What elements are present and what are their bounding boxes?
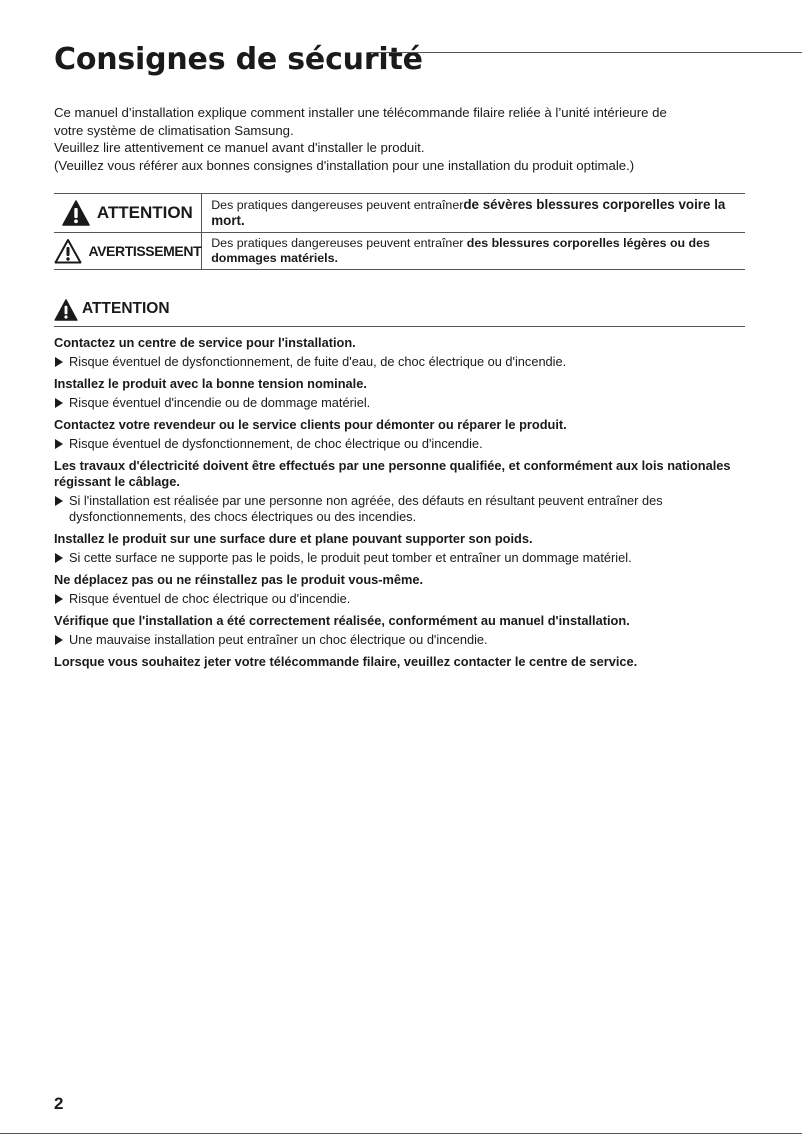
section-heading-attention <box>54 297 745 327</box>
rule-detail: Risque éventuel de choc électrique ou d'incendie. <box>54 591 754 607</box>
section-title: ATTENTION <box>82 300 170 317</box>
hazard-legend-table <box>54 193 745 270</box>
list-item <box>54 458 754 525</box>
legend-row-avertissement <box>54 233 745 270</box>
rule-detail: Une mauvaise installation peut entraîner un choc électrique ou d'incendie. <box>54 632 754 648</box>
safety-rules-list <box>54 335 754 670</box>
signal-word-label: ATTENTION <box>96 203 193 222</box>
legend-bold-text: des blessures corporelles légères ou des dommages matériels. <box>211 236 710 265</box>
bullet-triangle-icon <box>55 635 63 645</box>
bullet-triangle-icon <box>55 439 63 449</box>
intro-line: Ce manuel d’installation explique comment installer une télécommande filaire reliée à l’unité intérieure de <box>54 105 667 120</box>
list-item <box>54 613 754 648</box>
intro-paragraph <box>54 104 754 174</box>
rule-title: Contactez votre revendeur ou le service clients pour démonter ou réparer le produit. <box>54 417 567 432</box>
bullet-triangle-icon <box>55 594 63 604</box>
bottom-rule <box>0 1133 802 1134</box>
warning-triangle-outline-icon <box>54 242 88 259</box>
list-item <box>54 654 754 670</box>
rule-title: Installez le produit sur une surface dure et plane pouvant supporter son poids. <box>54 531 533 546</box>
list-item <box>54 335 754 370</box>
rule-title: Les travaux d'électricité doivent être effectués par une personne qualifiée, et conformément aux lois nationales régissant le câblage. <box>54 458 731 489</box>
rule-title: Installez le produit avec la bonne tension nominale. <box>54 376 367 391</box>
intro-line: votre système de climatisation Samsung. <box>54 122 294 138</box>
bullet-triangle-icon <box>55 553 63 563</box>
intro-line: Veuillez lire attentivement ce manuel avant d'installer le produit. <box>54 140 425 155</box>
warning-triangle-filled-icon <box>62 204 96 221</box>
signal-word-avertissement <box>54 233 202 270</box>
page-title: Consignes de sécurité <box>54 42 423 77</box>
legend-description <box>202 233 745 270</box>
bullet-triangle-icon <box>55 357 63 367</box>
list-item <box>54 417 754 452</box>
rule-title: Vérifique que l'installation a été correctement réalisée, conformément au manuel d'installation. <box>54 613 630 628</box>
list-item <box>54 531 754 566</box>
list-item <box>54 376 754 411</box>
rule-detail: Risque éventuel d'incendie ou de dommage matériel. <box>54 395 754 411</box>
page-number: 2 <box>54 1094 64 1113</box>
rule-detail: Risque éventuel de dysfonctionnement, de choc électrique ou d'incendie. <box>54 436 754 452</box>
rule-detail: Risque éventuel de dysfonctionnement, de fuite d'eau, de choc électrique ou d'incendie. <box>54 354 754 370</box>
legend-text: Des pratiques dangereuses peuvent entraîner <box>211 236 467 250</box>
legend-row-attention <box>54 194 745 233</box>
list-item <box>54 572 754 607</box>
legend-description <box>202 194 745 233</box>
title-rule <box>368 52 802 53</box>
bullet-triangle-icon <box>55 398 63 408</box>
legend-bold-text: de sévères blessures corporelles voire la mort. <box>211 197 726 228</box>
bullet-triangle-icon <box>55 496 63 506</box>
signal-word-attention <box>54 194 202 233</box>
rule-detail: Si cette surface ne supporte pas le poids, le produit peut tomber et entraîner un dommage matériel. <box>54 550 754 566</box>
intro-line: (Veuillez vous référer aux bonnes consignes d'installation pour une installation du produit optimale.) <box>54 157 635 173</box>
rule-title: Ne déplacez pas ou ne réinstallez pas le produit vous-même. <box>54 572 424 587</box>
rule-detail: Si l'installation est réalisée par une personne non agréée, des défauts en résultant peuvent entraîner des dysfonctionnements, des chocs électriques ou des incendies. <box>54 493 719 525</box>
legend-text: Des pratiques dangereuses peuvent entraîner <box>211 198 464 212</box>
signal-word-label: AVERTISSEMENT <box>88 243 202 259</box>
rule-title: Contactez un centre de service pour l'installation. <box>54 335 356 350</box>
rule-title: Lorsque vous souhaitez jeter votre télécommande filaire, veuillez contacter le centre de service. <box>54 654 638 669</box>
